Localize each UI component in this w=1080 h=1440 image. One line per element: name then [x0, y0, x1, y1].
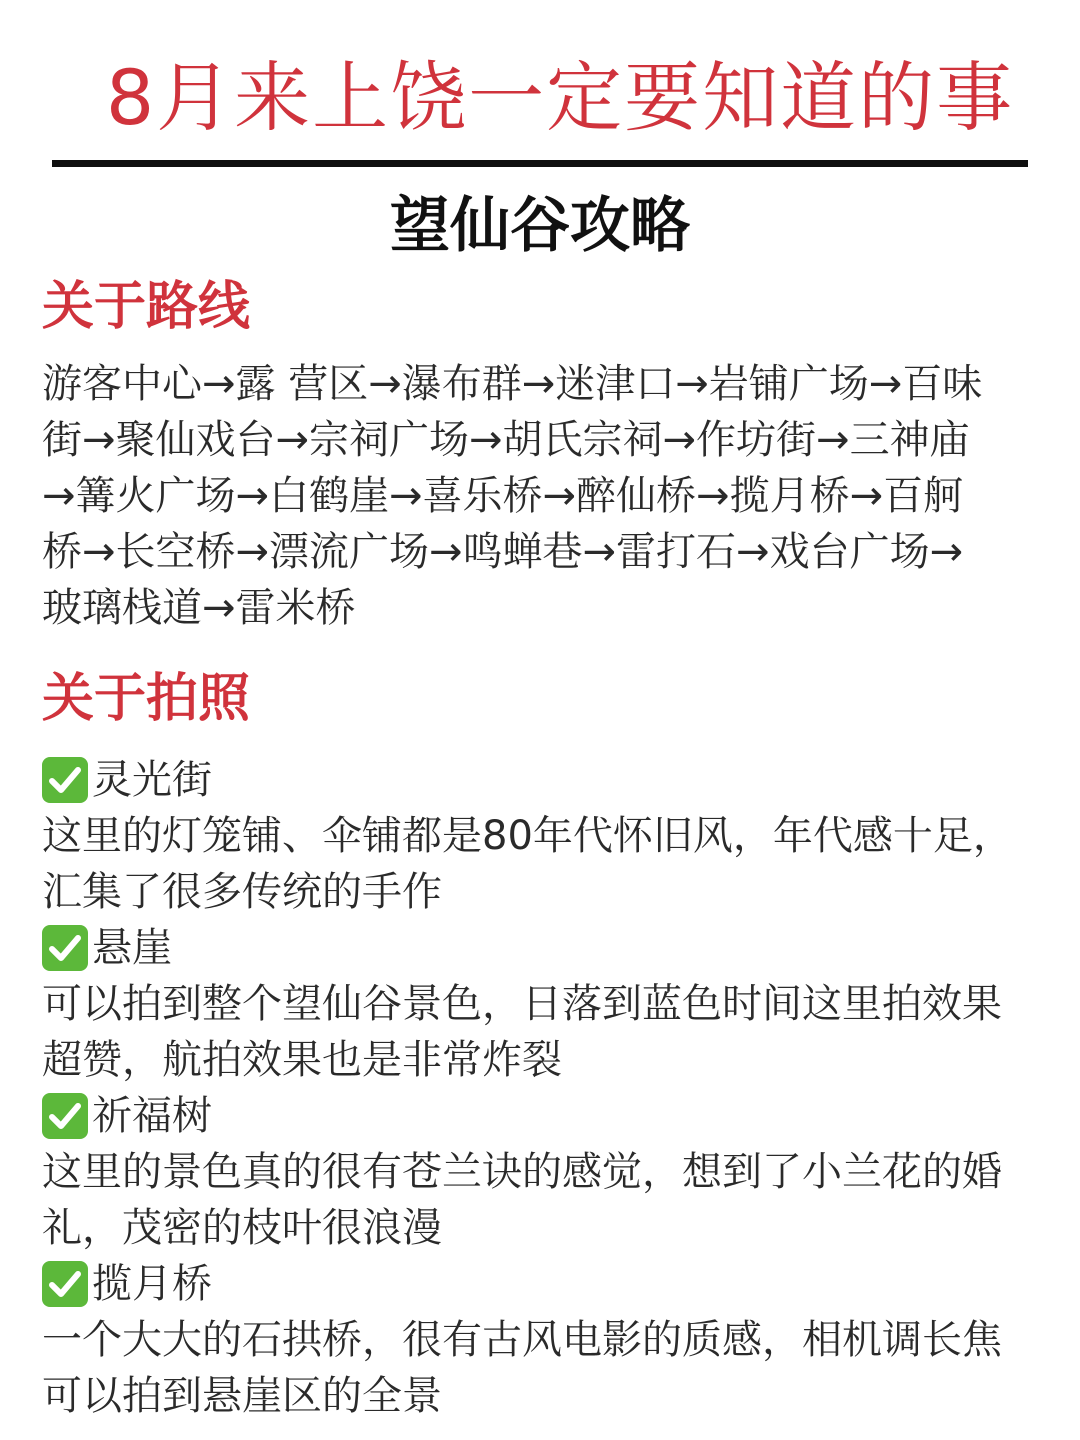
check-mark-icon — [42, 757, 88, 803]
spot-description-line: 可以拍到悬崖区的全景 — [42, 1373, 442, 1419]
spot-title — [42, 752, 1042, 808]
spot-description-line: 礼，茂密的枝叶很浪漫 — [42, 1205, 442, 1251]
spot-title — [42, 1256, 1042, 1312]
spot-description-line: 可以拍到整个望仙谷景色，日落到蓝色时间这里拍效果 — [42, 981, 1002, 1027]
spot-description-line: 一个大大的石拱桥，很有古风电影的质感，相机调长焦 — [42, 1317, 1002, 1363]
route-section-heading: 关于路线 — [42, 276, 251, 337]
route-line: 玻璃栈道→雷米桥 — [42, 585, 356, 631]
spot-description-line: 这里的灯笼铺、伞铺都是80年代怀旧风，年代感十足， — [42, 813, 1013, 859]
route-line: 游客中心→露 营区→瀑布群→迷津口→岩铺广场→百味 — [42, 361, 983, 407]
spot-name: 灵光街 — [92, 757, 212, 803]
spot-description-line: 超赞，航拍效果也是非常炸裂 — [42, 1037, 562, 1083]
spot-name: 悬崖 — [92, 925, 172, 971]
route-line: 街→聚仙戏台→宗祠广场→胡氏宗祠→作坊街→三神庙 — [42, 417, 970, 463]
check-mark-icon — [42, 1093, 88, 1139]
route-line: 桥→长空桥→漂流广场→鸣蝉巷→雷打石→戏台广场→ — [42, 529, 964, 575]
photo-spot — [42, 1256, 1042, 1424]
spot-name: 祈福树 — [92, 1093, 212, 1139]
photo-spot — [42, 920, 1042, 1088]
page-subtitle: 望仙谷攻略 — [390, 191, 690, 261]
check-mark-icon — [42, 925, 88, 971]
spot-name: 揽月桥 — [92, 1261, 212, 1307]
spot-title — [42, 920, 1042, 976]
route-line: →篝火广场→白鹤崖→喜乐桥→醉仙桥→揽月桥→百舸 — [42, 473, 964, 519]
photo-spot-list — [42, 752, 1042, 1424]
spot-description-line: 汇集了很多传统的手作 — [42, 869, 442, 915]
spot-title — [42, 1088, 1042, 1144]
title-divider — [52, 160, 1028, 167]
spot-description-line: 这里的景色真的很有苍兰诀的感觉，想到了小兰花的婚 — [42, 1149, 1002, 1195]
route-text — [42, 356, 1042, 636]
check-mark-icon — [42, 1261, 88, 1307]
photo-spot — [42, 752, 1042, 920]
page-title: 8月来上饶一定要知道的事 — [105, 53, 1015, 142]
photo-section-heading: 关于拍照 — [42, 668, 251, 729]
photo-spot — [42, 1088, 1042, 1256]
